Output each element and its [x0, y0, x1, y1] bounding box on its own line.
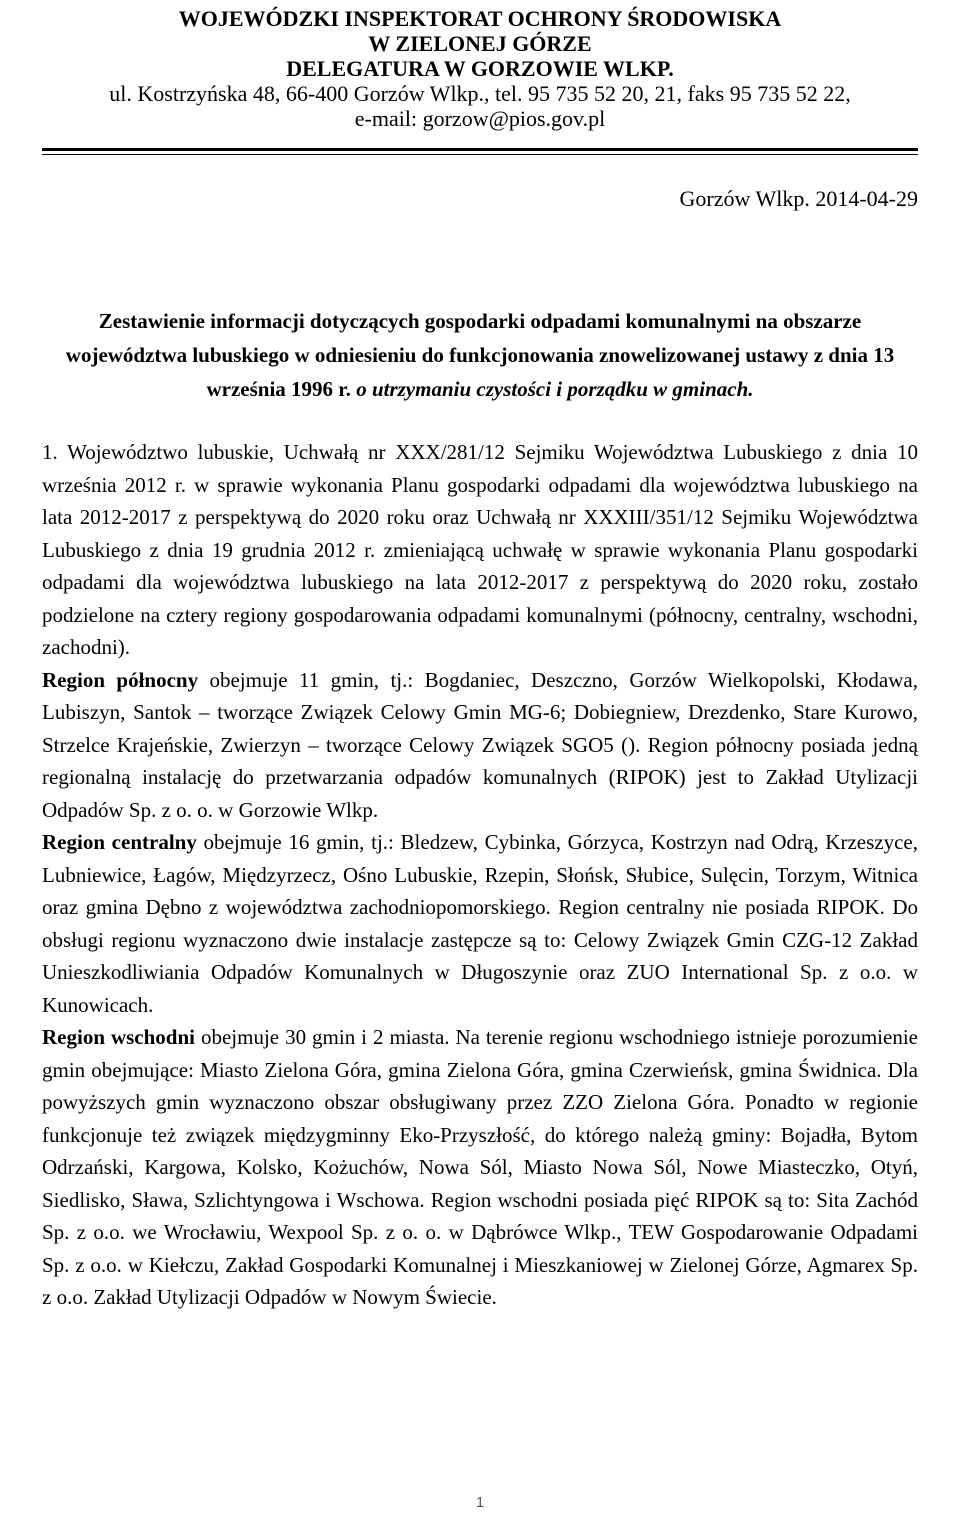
- contact-email: e-mail: gorzow@pios.gov.pl: [354, 106, 606, 131]
- institution-location: W ZIELONEJ GÓRZE: [368, 31, 592, 56]
- title-main: Zestawienie informacji dotyczących gospodarki odpadami komunalnymi na obszarze województwa lubuskiego w odniesieniu do funkcjonowania znowelizowanej ustawy z dnia 13 września 1996 r.: [65, 309, 895, 401]
- region-north-text: obejmuje 11 gmin, tj.: Bogdaniec, Deszczno, Gorzów Wielkopolski, Kłodawa, Lubiszyn, Santok – tworzące Związek Celowy Gmin MG-6; Dobiegniew, Drezdenko, Stare Kurowo, Strzelce Krajeńskie, Zwierzyn – tworzące Celowy Związek SGO5 (). Region północny posiada jedną regionalną instalację do przetwarzania odpadów komunalnych (RIPOK) jest to Zakład Utylizacji Odpadów Sp. z o. o. w Gorzowie Wlkp.: [42, 667, 918, 822]
- delegation-name: DELEGATURA W GORZOWIE WLKP.: [286, 56, 674, 81]
- title-italic: o utrzymaniu czystości i porządku w gminach.: [356, 377, 754, 401]
- region-north-label: Region północny: [42, 667, 199, 692]
- contact-address: ul. Kostrzyńska 48, 66-400 Gorzów Wlkp., tel. 95 735 52 20, 21, faks 95 735 52 22,: [109, 81, 851, 106]
- region-east-label: Region wschodni: [42, 1025, 195, 1049]
- header-divider-thin: [42, 154, 918, 155]
- paragraph-region-east: [42, 1021, 918, 1314]
- region-east-text: obejmuje 30 gmin i 2 miasta. Na terenie regionu wschodniego istnieje porozumienie gmin obejmujące: Miasto Zielona Góra, gmina Zielona Góra, gmina Czerwieńsk, gmina Świdnica. Dla powyższych gmin wyznaczono obszar obsługiwany przez ZZO Zielona Góra. Ponadto w regionie funkcjonuje też związek międzygminny Eko-Przyszłość, do którego należą gminy: Bojadła, Bytom Odrzański, Kargowa, Kolsko, Kożuchów, Nowa Sól, Miasto Nowa Sól, Nowe Miasteczko, Otyń, Siedlisko, Sława, Szlichtyngowa i Wschowa. Region wschodni posiada pięć RIPOK są to: Sita Zachód Sp. z o.o. we Wrocławiu, Wexpool Sp. z o. o. w Dąbrówce Wlkp., TEW Gospodarowanie Odpadami Sp. z o.o. w Kiełczu, Zakład Gospodarki Komunalnej i Mieszkaniowej w Zielonej Górze, Agmarex Sp. z o.o. Zakład Utylizacji Odpadów w Nowym Świecie.: [42, 1025, 918, 1309]
- document-date: Gorzów Wlkp. 2014-04-29: [679, 186, 918, 211]
- header-divider-thick: [42, 148, 918, 151]
- region-central-text: obejmuje 16 gmin, tj.: Bledzew, Cybinka, Górzyca, Kostrzyn nad Odrą, Krzeszyce, Lubniewice, Łagów, Międzyrzecz, Ośno Lubuskie, Rzepin, Słońsk, Słubice, Sulęcin, Torzym, Witnica oraz gmina Dębno z województwa zachodniopomorskiego. Region centralny nie posiada RIPOK. Do obsługi regionu wyznaczono dwie instalacje zastępcze są to: Celowy Związek Gmin CZG-12 Zakład Unieszkodliwiania Odpadów Komunalnych w Długoszynie oraz ZUO International Sp. z o.o. w Kunowicach.: [42, 830, 918, 1017]
- paragraph-intro: 1. Województwo lubuskie, Uchwałą nr XXX/281/12 Sejmiku Województwa Lubuskiego z dnia 10 września 2012 r. w sprawie wykonania Planu gospodarki odpadami dla województwa lubuskiego na lata 2012-2017 z perspektywą do 2020 roku oraz Uchwałą nr XXXIII/351/12 Sejmiku Województwa Lubuskiego z dnia 19 grudnia 2012 r. zmieniającą uchwałę w sprawie wykonania Planu gospodarki odpadami dla województwa lubuskiego na lata 2012-2017 z perspektywą do 2020 roku, zostało podzielone na cztery regiony gospodarowania odpadami komunalnymi (północny, centralny, wschodni, zachodni).: [42, 440, 918, 659]
- institution-name: WOJEWÓDZKI INSPEKTORAT OCHRONY ŚRODOWISKA: [178, 6, 782, 31]
- letterhead: [0, 6, 960, 131]
- document-body: [42, 436, 918, 1314]
- paragraph-region-north: [42, 664, 918, 827]
- paragraph-region-central: [42, 826, 918, 1021]
- region-central-label: Region centralny: [42, 830, 197, 854]
- document-title: [42, 304, 918, 406]
- page-number: 1: [475, 1494, 485, 1511]
